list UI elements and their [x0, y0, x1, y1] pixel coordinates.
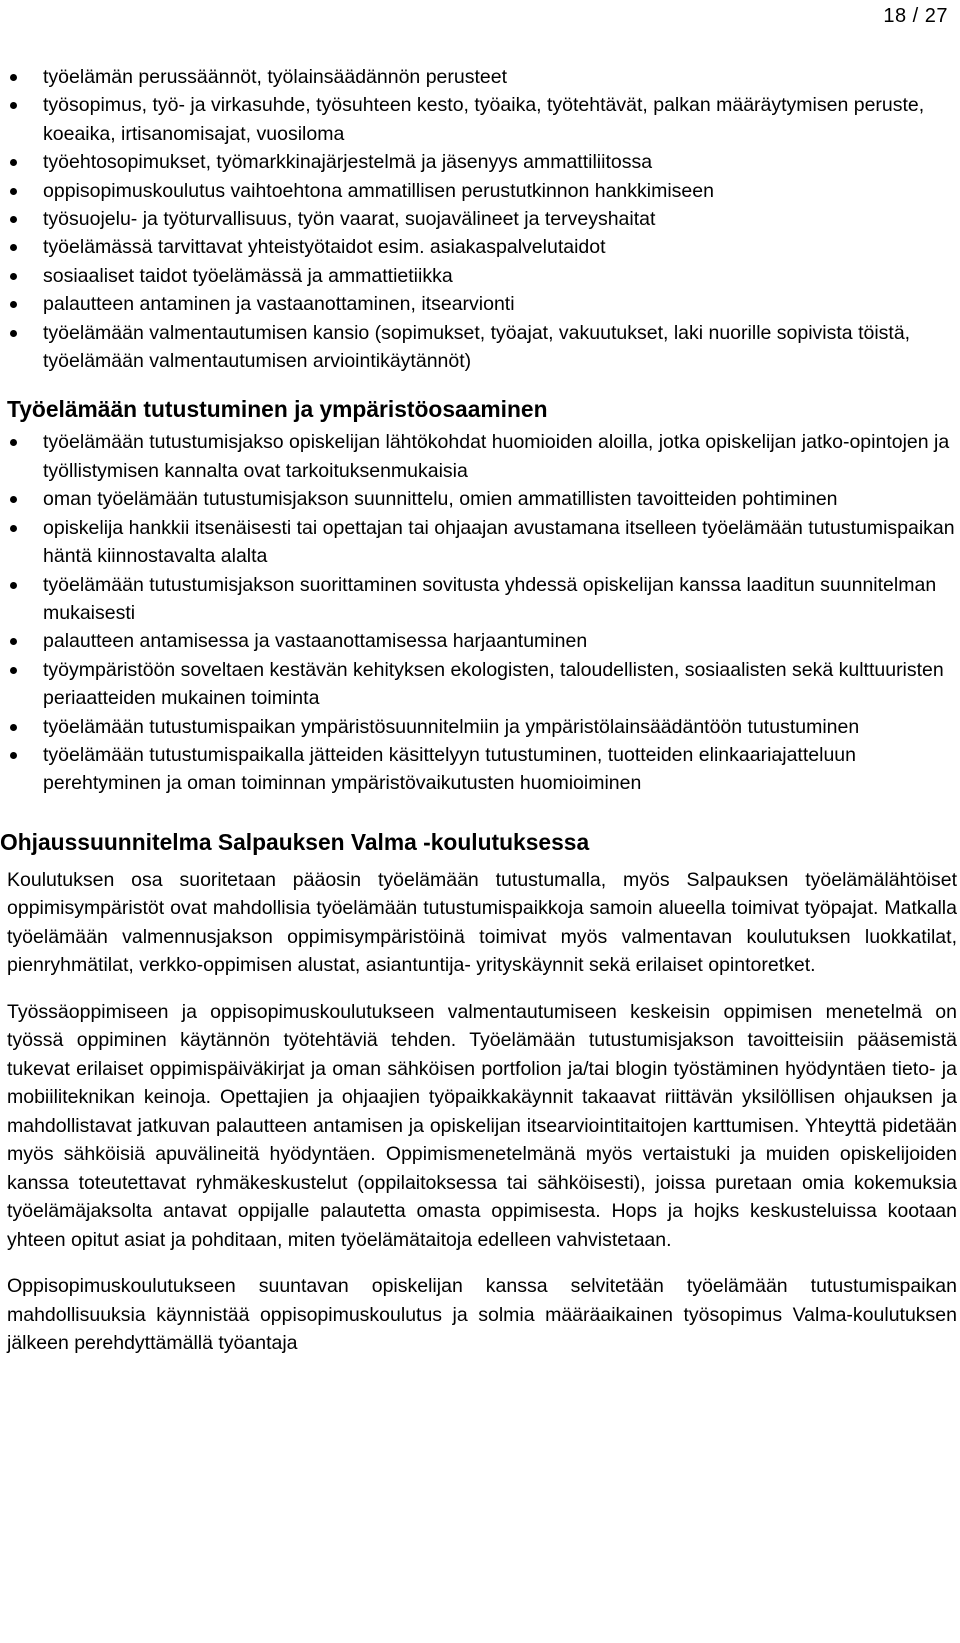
paragraph: Oppisopimuskoulutukseen suuntavan opiskelijan kanssa selvitetään työelämään tutustumispaikan mahdollisuuksia käynnistää oppisopimuskoulutus ja solmia määräaikainen työsopimus Valma-koulutuksen jälkeen perehdyttämällä työantaja: [7, 1275, 957, 1355]
list-item: opiskelija hankkii itsenäisesti tai opettajan tai ohjaajan avustamana itselleen työelämään tutustumispaikan häntä kiinnostavalta alalta: [7, 514, 959, 571]
list-item: oman työelämään tutustumisjakson suunnittelu, omien ammatillisten tavoitteiden pohtiminen: [7, 485, 959, 513]
list-item: oppisopimuskoulutus vaihtoehtona ammatillisen perustutkinnon hankkimiseen: [7, 177, 959, 205]
list-item: työelämään tutustumispaikalla jätteiden käsittelyyn tutustuminen, tuotteiden elinkaariajatteluun perehtyminen ja oman toiminnan ympäristövaikutusten huomioiminen: [7, 741, 959, 798]
topic-list: [7, 63, 957, 375]
list-item: työelämän perussäännöt, työlainsäädännön perusteet: [7, 63, 959, 91]
paragraph: Työssäoppimiseen ja oppisopimuskoulutukseen valmentautumiseen keskeisin oppimisen menetelmä on työssä oppiminen käytännön työtehtäviä tehden. Työelämään tutustumisjakson tavoitteisiin pääsemistä tukevat erilaiset oppimispäiväkirjat ja oman sähköisen portfolion ja/tai blogin työstäminen hyödyntäen tieto- ja mobiiliteknikan keinoja. Opettajien ja ohjaajien työpaikkakäynnit takaavat riittävän yksilöllisen ohjauksen ja mahdollistavat jatkuvan palautteen antamisen ja opiskelijan itsearviointitaitojen karttumisen. Yhteyttä pidetään myös sähköisiä apuvälineitä hyödyntäen. Oppimismenetelmänä myös vertaistuki ja muiden opiskelijoiden kanssa toteutettavat ryhmäkeskustelut (oppilaitoksessa tai sähköisesti), joissa puretaan omia kokemuksia työelämäjaksolta antavat oppijalle palautetta omasta oppimisesta. Hops ja hojks keskusteluissa kootaan yhteen opitut asiat ja pohditaan, miten työelämätaitoja edelleen vahvistetaan.: [7, 1000, 957, 1251]
paragraph: Koulutuksen osa suoritetaan pääosin työelämään tutustumalla, myös Salpauksen työelämälähtöiset oppimisympäristöt ovat mahdollisia työelämään tutustumispaikkoja samoin alueella toimivat työpajat. Matkalla työelämään valmennusjakson oppimisympäristöinä toimivat myös valmentavan koulutuksen luokkatilat, pienryhmätilat, verkko-oppimisen alustat, asiantuntija- yrityskäynnit sekä erilaiset opintoretket.: [7, 868, 957, 977]
list-item: sosiaaliset taidot työelämässä ja ammattietiikka: [7, 262, 959, 290]
list-item: palautteen antamisessa ja vastaanottamisessa harjaantuminen: [7, 627, 959, 655]
list-item: työehtosopimukset, työmarkkinajärjestelmä ja jäsenyys ammattiliitossa: [7, 148, 959, 176]
page-number: 18 / 27: [883, 5, 948, 27]
list-item: työelämään tutustumisjakson suorittaminen sovitusta yhdessä opiskelijan kanssa laaditun suunnitelman mukaisesti: [7, 571, 959, 628]
list-item: työelämässä tarvittavat yhteistyötaidot esim. asiakaspalvelutaidot: [7, 233, 959, 261]
list-item: työelämään valmentautumisen kansio (sopimukset, työajat, vakuutukset, laki nuorille sopivista töistä, työelämään valmentautumisen arviointikäytännöt): [7, 319, 959, 376]
topic-list: [7, 428, 957, 797]
document-body: [0, 63, 957, 1358]
section-heading: Ohjaussuunnitelma Salpauksen Valma -koulutuksessa: [0, 828, 590, 855]
list-item: työsopimus, työ- ja virkasuhde, työsuhteen kesto, työaika, työtehtävät, palkan määräytymisen peruste, koeaika, irtisanomisajat, vuosiloma: [7, 91, 959, 148]
list-item: palautteen antaminen ja vastaanottaminen, itsearvionti: [7, 290, 959, 318]
list-item: työympäristöön soveltaen kestävän kehityksen ekologisten, taloudellisten, sosiaalisten sekä kulttuuristen periaatteiden mukainen toiminta: [7, 656, 959, 713]
section-heading: Työelämään tutustuminen ja ympäristöosaaminen: [7, 396, 548, 423]
list-item: työsuojelu- ja työturvallisuus, työn vaarat, suojavälineet ja terveyshaitat: [7, 205, 959, 233]
list-item: työelämään tutustumispaikan ympäristösuunnitelmiin ja ympäristölainsäädäntöön tutustuminen: [7, 713, 959, 741]
list-item: työelämään tutustumisjakso opiskelijan lähtökohdat huomioiden aloilla, jotka opiskelijan jatko-opintojen ja työllistymisen kannalta ovat tarkoituksenmukaisia: [7, 428, 959, 485]
